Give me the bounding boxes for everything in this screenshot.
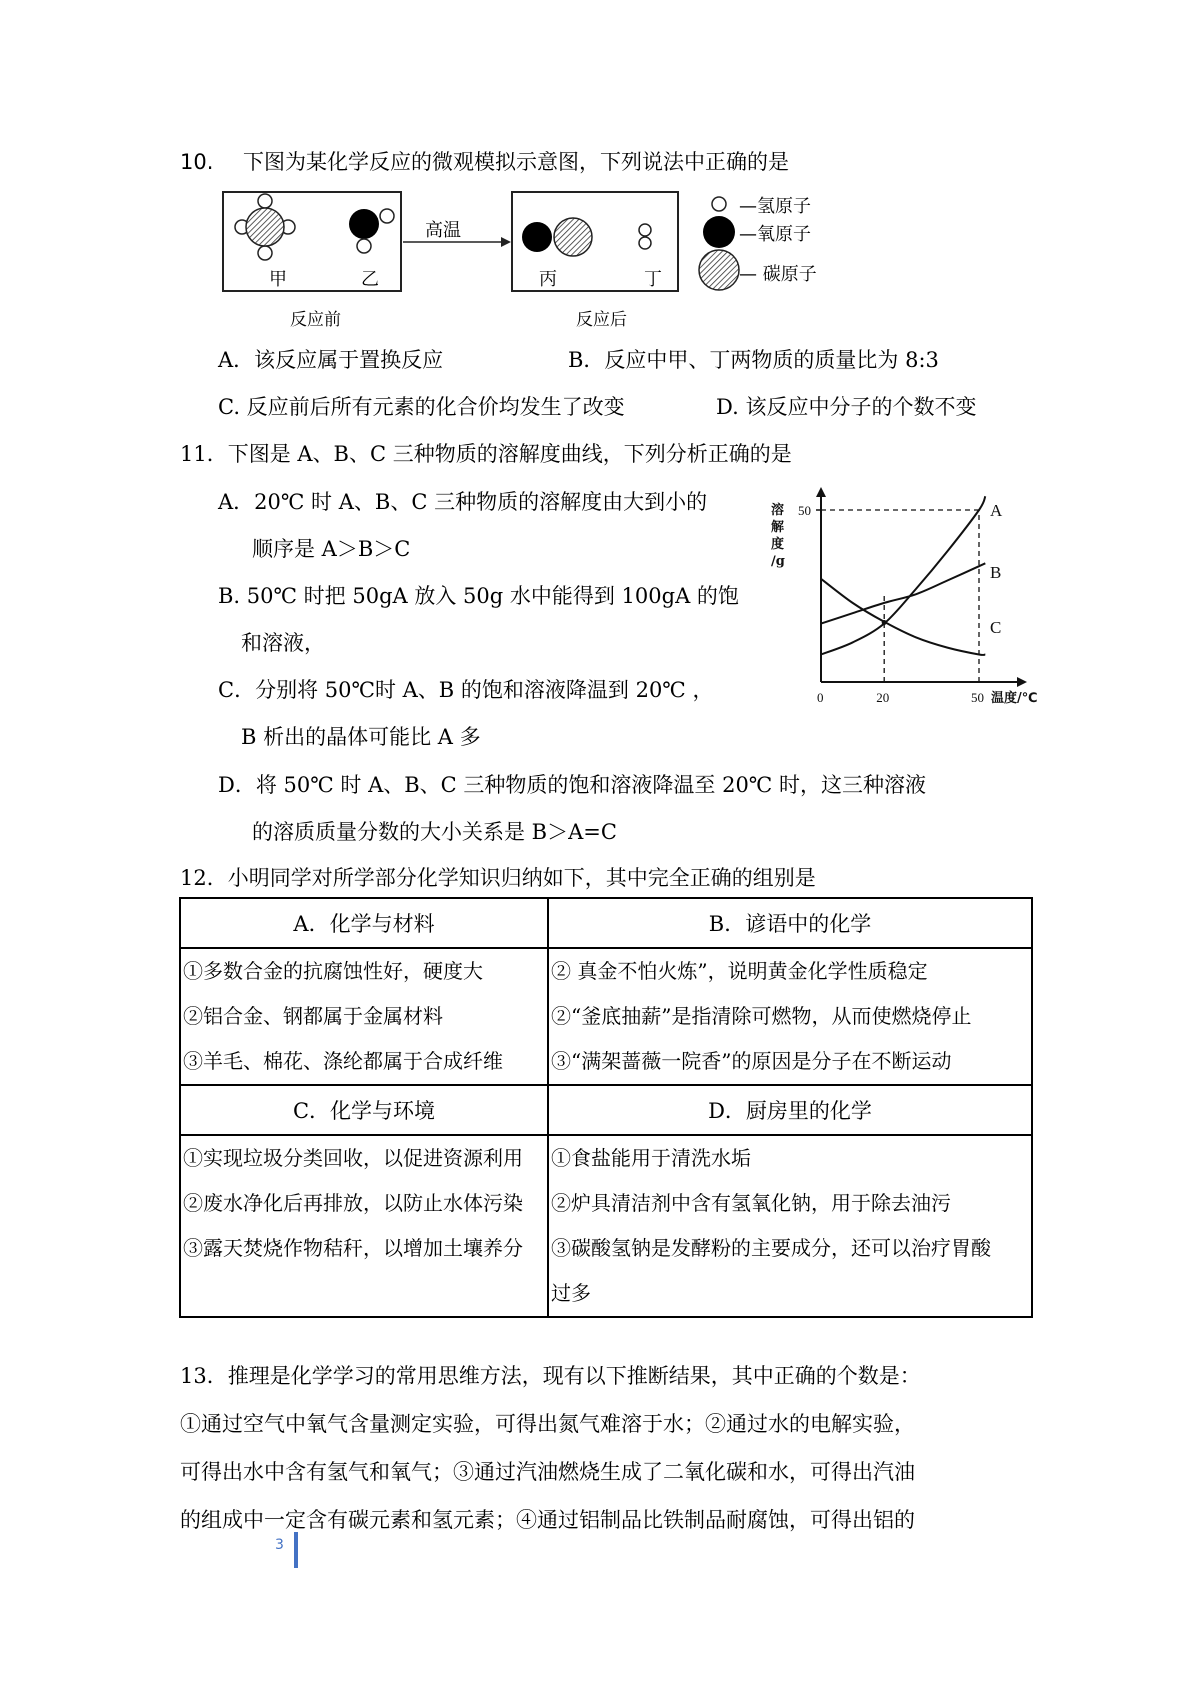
hydrogen-atom (639, 224, 651, 236)
list-item: ③露天焚烧作物秸秆，以增加土壤养分 (183, 1236, 523, 1260)
list-item: ②铝合金、钢都属于金属材料 (183, 1004, 443, 1028)
q10-option-c: C. 反应前后所有元素的化合价均发生了改变 (218, 395, 625, 419)
q11-option-c-line1: C．分别将 50℃时 A、B 的饱和溶液降温到 20℃ ， (218, 678, 714, 702)
q11-option-b-line1: B. 50℃ 时把 50gA 放入 50g 水中能得到 100gA 的饱 (218, 584, 739, 608)
q11-option-b-line2: 和溶液， (241, 631, 325, 655)
carbon-atom (554, 218, 592, 256)
x-axis-arrow-icon (1017, 677, 1027, 687)
y-axis-label-char: /g (771, 554, 785, 569)
x-tick-label-0: 0 (817, 690, 824, 705)
q10-option-a: A．该反应属于置换反应 (218, 348, 444, 372)
group-a-items (180, 948, 548, 1085)
list-item: ③羊毛、棉花、涤纶都属于合成纤维 (183, 1049, 503, 1073)
group-d-title: D．厨房里的化学 (548, 1085, 1032, 1135)
intersection-point (882, 620, 887, 625)
group-d-items (548, 1135, 1032, 1317)
q10-option-b: B．反应中甲、丁两物质的质量比为 8:3 (568, 348, 939, 372)
list-item: ② 真金不怕火炼”，说明黄金化学性质稳定 (551, 959, 928, 983)
legend-carbon-label: — 碳原子 (739, 264, 817, 285)
list-item: ①多数合金的抗腐蚀性好，硬度大 (183, 959, 483, 983)
y-axis-label-char: 解 (771, 520, 785, 535)
list-item: ②废水净化后再排放，以防止水体污染 (183, 1191, 523, 1215)
q13-line-3: 可得出水中含有氢气和氧气；③通过汽油燃烧生成了二氧化碳和水，可得出汽油 (180, 1460, 915, 1484)
q11-stem: 11．下图是 A、B、C 三种物质的溶解度曲线，下列分析正确的是 (180, 442, 792, 466)
list-item: 过多 (551, 1281, 591, 1305)
legend-oxygen-icon (703, 216, 735, 248)
knowledge-table (179, 897, 1033, 1318)
legend-hydrogen-label: —氢原子 (739, 196, 811, 217)
series-label-c: C (990, 618, 1002, 637)
legend-hydrogen-icon (712, 197, 726, 211)
hydrogen-atom (258, 246, 272, 260)
label-yi: 乙 (361, 269, 379, 290)
q10-number: 10. (180, 150, 214, 174)
list-item: ③“满架蔷薇一院香”的原因是分子在不断运动 (551, 1049, 952, 1073)
label-bing: 丙 (539, 269, 557, 290)
hydrogen-atom (357, 239, 371, 253)
legend-carbon-icon (699, 250, 739, 290)
carbon-monoxide-molecule (522, 218, 592, 256)
solubility-chart (770, 475, 1070, 725)
list-item: ①实现垃圾分类回收，以促进资源利用 (183, 1146, 523, 1170)
group-b-items (548, 948, 1032, 1085)
y-tick-label-50: 50 (798, 503, 811, 518)
q10-option-d: D. 该反应中分子的个数不变 (716, 395, 977, 419)
hydrogen-molecule (639, 224, 651, 249)
hydrogen-atom (639, 237, 651, 249)
q13-line-4: 的组成中一定含有碳元素和氢元素；④通过铝制品比铁制品耐腐蚀，可得出铝的 (180, 1508, 915, 1532)
q11-option-d-line1: D．将 50℃ 时 A、B、C 三种物质的饱和溶液降温至 20℃ 时，这三种溶液 (218, 773, 926, 797)
series-c-curve (821, 579, 985, 655)
oxygen-atom (349, 209, 379, 239)
arrow-head-icon (501, 237, 511, 247)
q11-option-a-line1: A．20℃ 时 A、B、C 三种物质的溶解度由大到小的 (218, 490, 708, 514)
water-molecule (349, 209, 394, 253)
group-c-title: C．化学与环境 (180, 1085, 548, 1135)
arrow-label: 高温 (425, 220, 461, 241)
x-tick-label-20: 20 (876, 690, 890, 705)
group-c-items (180, 1135, 548, 1317)
list-item: ②炉具清洁剂中含有氢氧化钠，用于除去油污 (551, 1191, 951, 1215)
series-label-b: B (990, 563, 1002, 582)
list-item: ①食盐能用于清洗水垢 (551, 1146, 751, 1170)
label-ding: 丁 (644, 269, 662, 290)
series-label-a: A (990, 501, 1003, 520)
list-item: ③碳酸氢钠是发酵粉的主要成分，还可以治疗胃酸 (551, 1236, 991, 1260)
list-item: ②“釜底抽薪”是指清除可燃物，从而使燃烧停止 (551, 1004, 972, 1028)
q13-line-2: ①通过空气中氧气含量测定实验，可得出氮气难溶于水；②通过水的电解实验， (180, 1412, 915, 1436)
reaction-diagram (0, 0, 1191, 340)
before-caption: 反应前 (290, 310, 341, 330)
group-b-title: B．谚语中的化学 (548, 898, 1032, 948)
group-a-title: A．化学与材料 (180, 898, 548, 948)
hydrogen-atom (258, 194, 272, 208)
methane-molecule (235, 194, 295, 260)
q11-option-c-line2: B 析出的晶体可能比 A 多 (241, 725, 481, 749)
legend-oxygen-label: —氧原子 (739, 224, 811, 245)
page-number-bar (294, 1532, 298, 1568)
page-number: 3 (275, 1537, 284, 1553)
q11-option-a-line2: 顺序是 A＞B＞C (252, 537, 411, 561)
q13-line-1: 13．推理是化学学习的常用思维方法，现有以下推断结果，其中正确的个数是： (180, 1364, 921, 1388)
q11-option-d-line2: 的溶质质量分数的大小关系是 B＞A=C (252, 820, 617, 844)
x-tick-label-50: 50 (971, 690, 984, 705)
oxygen-atom (522, 222, 552, 252)
y-axis-label-char: 溶 (771, 503, 785, 518)
x-axis-label: 温度/℃ (991, 691, 1038, 706)
carbon-atom (246, 208, 284, 246)
hydrogen-atom (380, 209, 394, 223)
label-jia: 甲 (269, 269, 287, 290)
series-b-curve (821, 563, 985, 623)
after-caption: 反应后 (576, 310, 627, 330)
q10-stem: 下图为某化学反应的微观模拟示意图，下列说法中正确的是 (243, 150, 789, 174)
q12-stem: 12．小明同学对所学部分化学知识归纳如下，其中完全正确的组别是 (180, 866, 816, 890)
y-axis-arrow-icon (816, 487, 826, 497)
y-axis-label-char: 度 (771, 537, 785, 552)
